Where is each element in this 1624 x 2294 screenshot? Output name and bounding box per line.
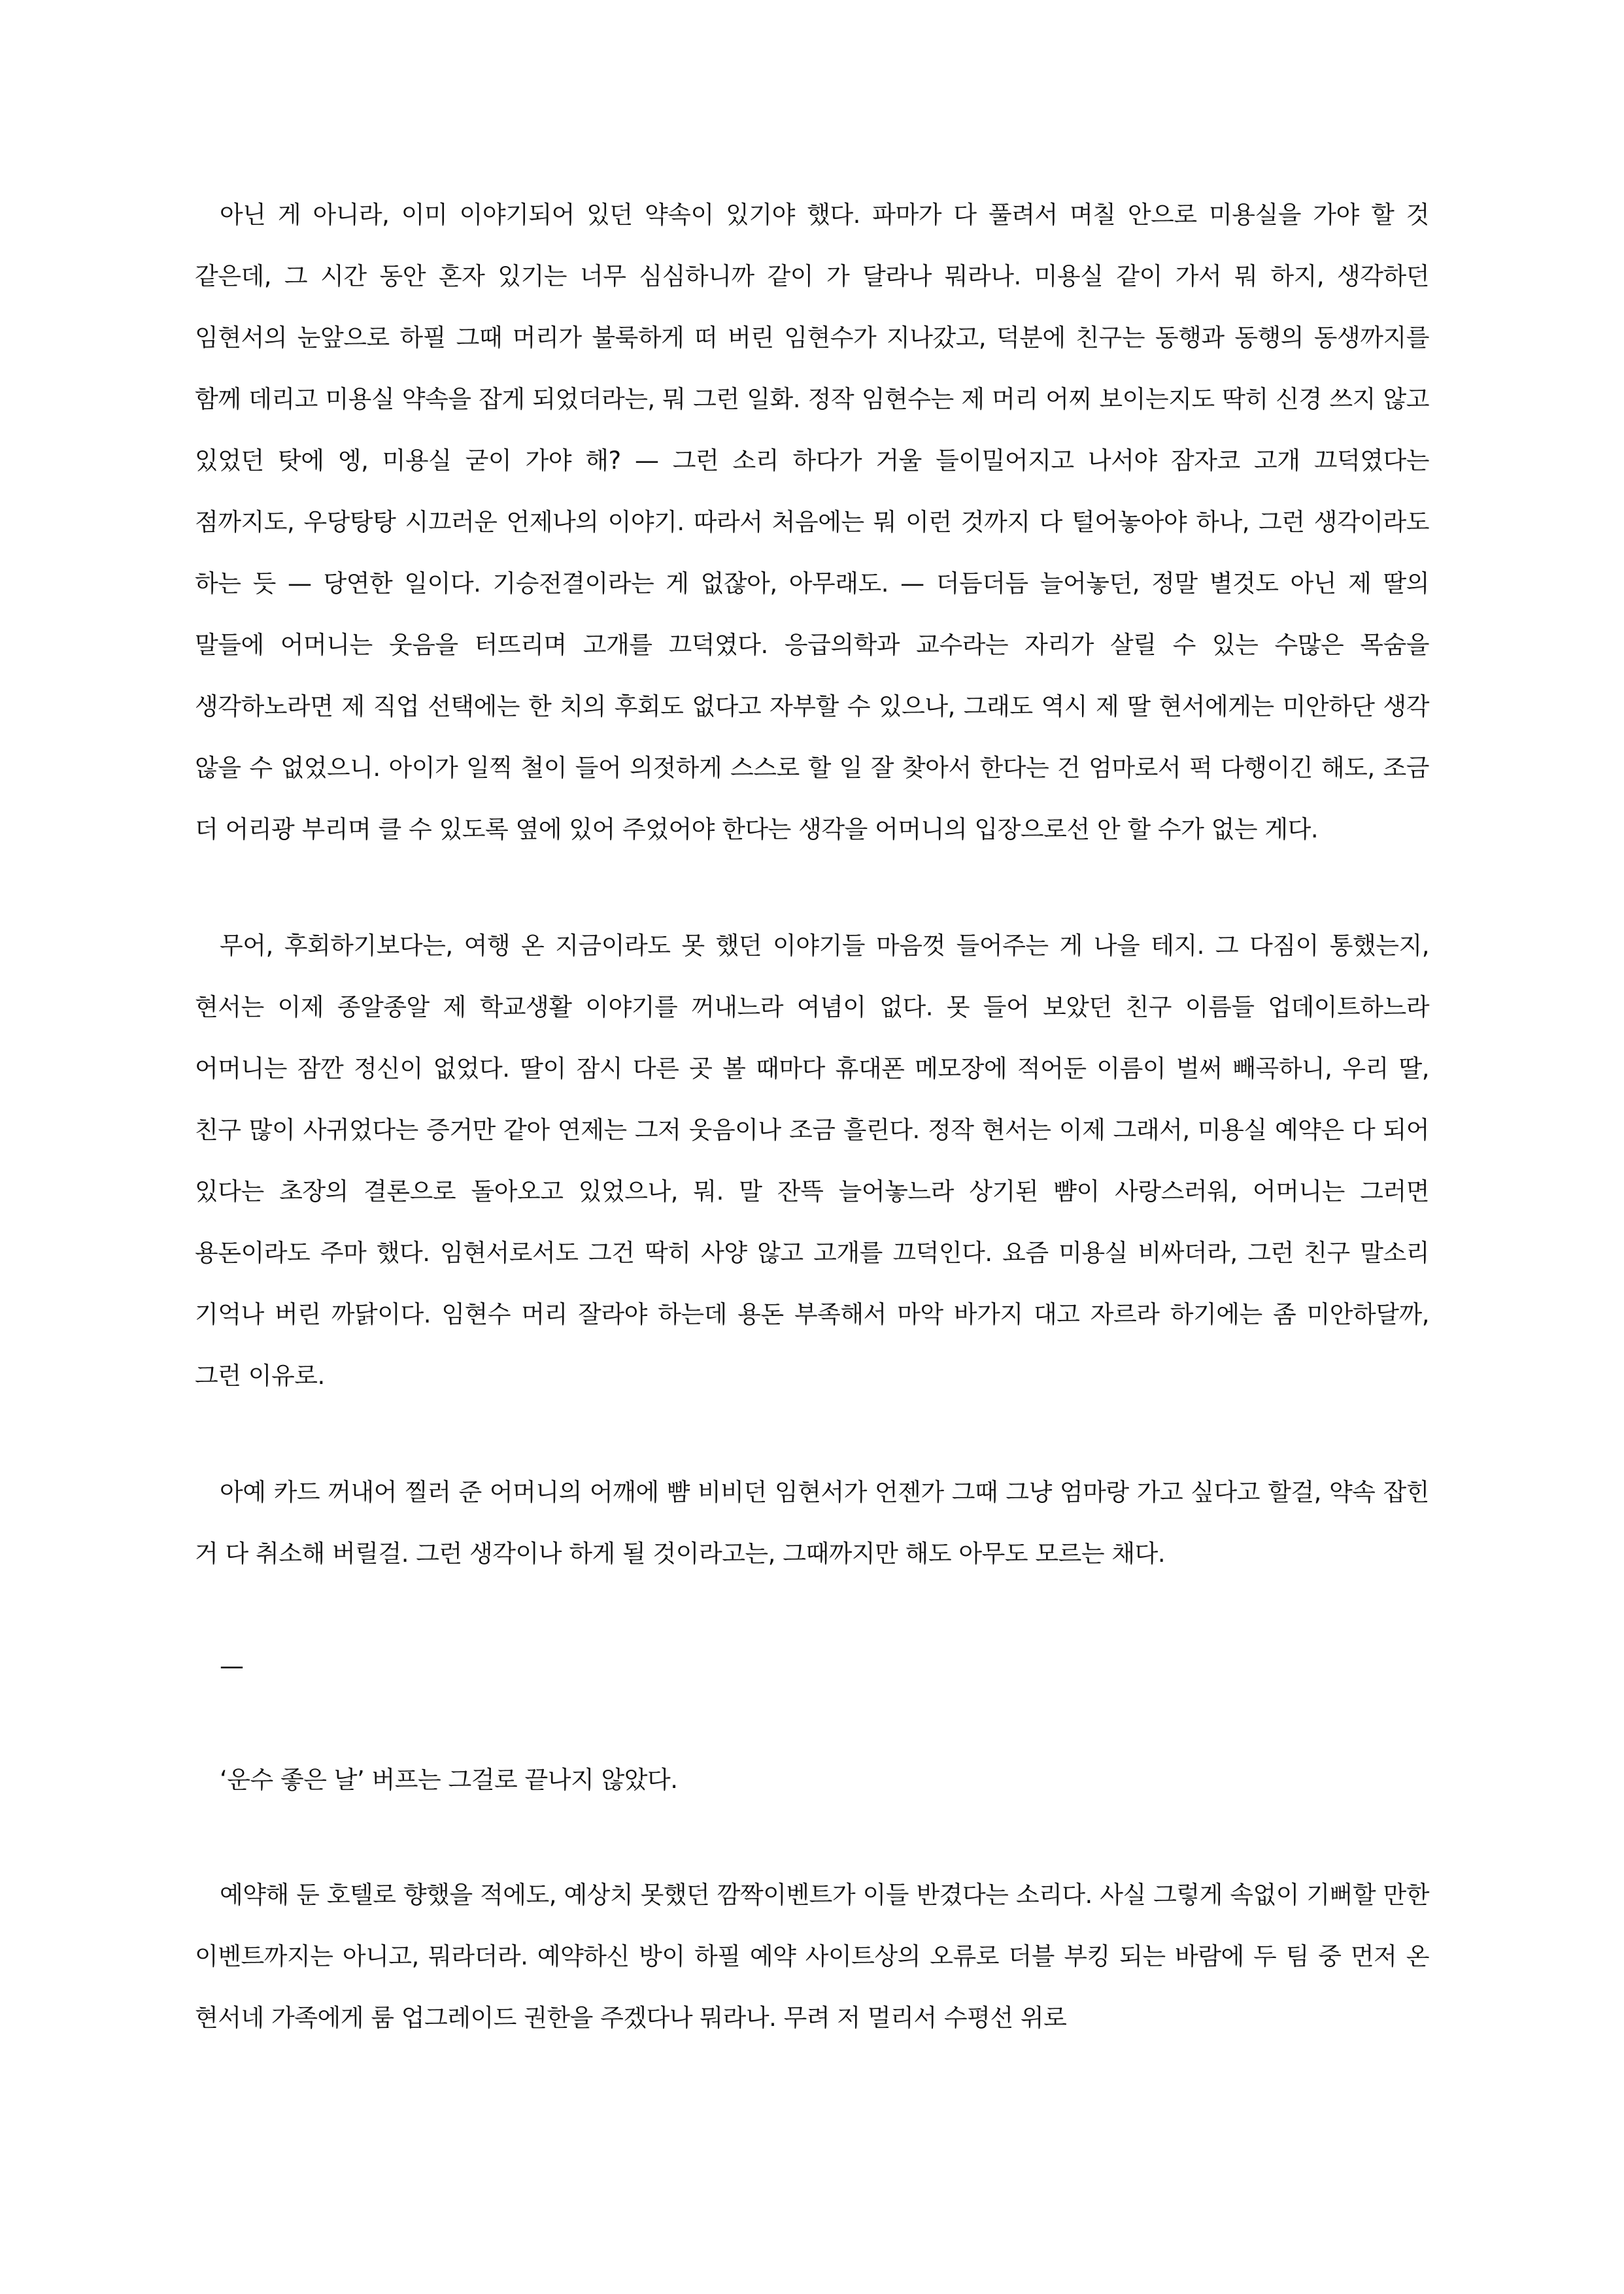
paragraph-3: 아예 카드 꺼내어 찔러 준 어머니의 어깨에 뺨 비비던 임현서가 언젠가 그때 그냥 엄마랑 가고 싶다고 할걸, 약속 잡힌 거 다 취소해 버릴걸. 그런 생각이나 하게 될 것이라고는, 그때까지만 해도 아무도 모르는 채다.: [195, 1478, 1429, 1568]
paragraph-4: ‘운수 좋은 날’ 버프는 그걸로 끝나지 않았다.: [220, 1766, 678, 1794]
paragraph-2: 무어, 후회하기보다는, 여행 온 지금이라도 못 했던 이야기들 마음껏 들어주는 게 나을 테지. 그 다짐이 통했는지, 현서는 이제 종알종알 제 학교생활 이야기를 꺼내느라 여념이 없다. 못 들어 보았던 친구 이름들 업데이트하느라 어머니는 잠깐 정신이 없었다. 딸이 잠시 다른 곳 볼 때마다 휴대폰 메모장에 적어둔 이름이 벌써 빼곡하니, 우리 딸, 친구 많이 사귀었다는 증거만 같아 연제는 그저 웃음이나 조금 흘린다. 정작 현서는 이제 그래서, 미용실 예약은 다 되어 있다는 초장의 결론으로 돌아오고 있었으나, 뭐. 말 잔뜩 늘어놓느라 상기된 뺨이 사랑스러워, 어머니는 그러면 용돈이라도 주마 했다. 임현서로서도 그건 딱히 사양 않고 고개를 끄덕인다. 요즘 미용실 비싸더라, 그런 친구 말소리 기억나 버린 까닭이다. 임현수 머리 잘라야 하는데 용돈 부족해서 마악 바가지 대고 자르라 하기에는 좀 미안하달까, 그런 이유로.: [195, 932, 1429, 1390]
document-body: [195, 184, 1429, 2049]
paragraph-1: 아닌 게 아니라, 이미 이야기되어 있던 약속이 있기야 했다. 파마가 다 풀려서 며칠 안으로 미용실을 가야 할 것 같은데, 그 시간 동안 혼자 있기는 너무 심심하니까 같이 가 달라나 뭐라나. 미용실 같이 가서 뭐 하지, 생각하던 임현서의 눈앞으로 하필 그때 머리가 불룩하게 떠 버린 임현수가 지나갔고, 덕분에 친구는 동행과 동행의 동생까지를 함께 데리고 미용실 약속을 잡게 되었더라는, 뭐 그런 일화. 정작 임현수는 제 머리 어찌 보이는지도 딱히 신경 쓰지 않고 있었던 탓에 엥, 미용실 굳이 가야 해? — 그런 소리 하다가 거울 들이밀어지고 나서야 잠자코 고개 끄덕였다는 점까지도, 우당탕탕 시끄러운 언제나의 이야기. 따라서 처음에는 뭐 이런 것까지 다 털어놓아야 하나, 그런 생각이라도 하는 듯 — 당연한 일이다. 기승전결이라는 게 없잖아, 아무래도. — 더듬더듬 늘어놓던, 정말 별것도 아닌 제 딸의 말들에 어머니는 웃음을 터뜨리며 고개를 끄덕였다. 응급의학과 교수라는 자리가 살릴 수 있는 수많은 목숨을 생각하노라면 제 직업 선택에는 한 치의 후회도 없다고 자부할 수 있으나, 그래도 역시 제 딸 현서에게는 미안하단 생각 않을 수 없었으니. 아이가 일찍 철이 들어 의젓하게 스스로 할 일 잘 찾아서 한다는 건 엄마로서 퍽 다행이긴 해도, 조금 더 어리광 부리며 클 수 있도록 옆에 있어 주었어야 한다는 생각을 어머니의 입장으로선 안 할 수가 없는 게다.: [195, 201, 1429, 843]
section-divider-dash: —: [220, 1652, 244, 1680]
paragraph-5: 예약해 둔 호텔로 향했을 적에도, 예상치 못했던 깜짝이벤트가 이들 반겼다는 소리다. 사실 그렇게 속없이 기뻐할 만한 이벤트까지는 아니고, 뭐라더라. 예약하신 방이 하필 예약 사이트상의 오류로 더블 부킹 되는 바람에 두 팀 중 먼저 온 현서네 가족에게 룸 업그레이드 권한을 주겠다나 뭐라나. 무려 저 멀리서 수평선 위로: [195, 1881, 1429, 2032]
